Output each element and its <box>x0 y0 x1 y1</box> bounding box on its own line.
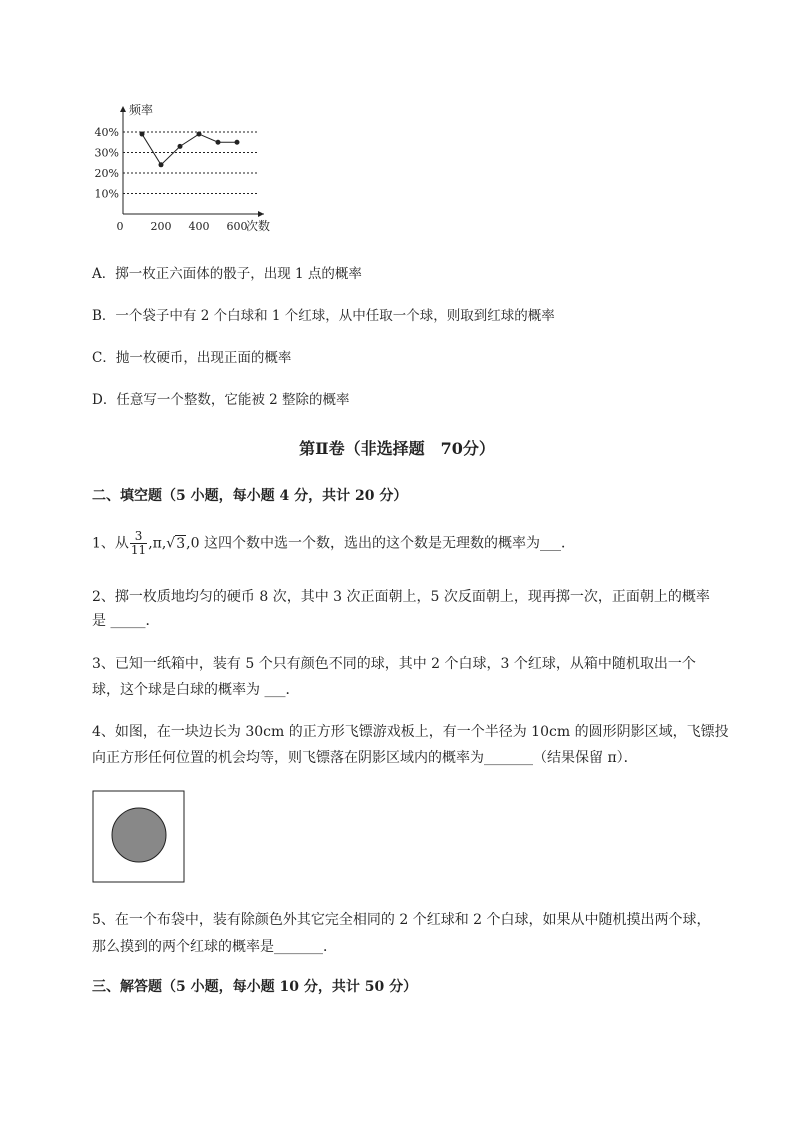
x-tick-label: 400 <box>188 220 210 233</box>
data-point <box>235 140 240 145</box>
x-tick-label: 200 <box>150 220 172 233</box>
data-point <box>140 132 145 137</box>
question-2-line2: 是 _____． <box>92 613 160 629</box>
question-1 <box>92 530 575 557</box>
fraction-numerator: 3 <box>130 530 147 544</box>
x-tick-label: 0 <box>116 220 124 233</box>
q1-mid: ,π,√ <box>148 535 176 552</box>
dartboard-figure <box>92 790 186 884</box>
x-tick-label: 600 <box>226 220 248 233</box>
question-4-line2: 向正方形任何位置的机会均等，则飞镖落在阴影区域内的概率为_______（结果保留 π）． <box>92 750 638 766</box>
data-point <box>178 144 183 149</box>
question-3-line1: 3、已知一纸箱中，装有 5 个只有颜色不同的球，其中 2 个白球，3 个红球，从箱中随机取出一个 <box>92 656 696 672</box>
option-a: A．掷一枚正六面体的骰子，出现 1 点的概率 <box>92 266 362 282</box>
question-4-line1: 4、如图，在一块边长为 30cm 的正方形飞镖游戏板上，有一个半径为 10cm 的圆形阴影区域，飞镖投 <box>92 724 729 740</box>
question-2-line1: 2、掷一枚质地均匀的硬币 8 次，其中 3 次正面朝上，5 次反面朝上，现再掷一次，正面朝上的概率 <box>92 589 710 605</box>
data-point <box>216 140 221 145</box>
data-point <box>197 132 202 137</box>
shaded-circle <box>112 808 166 862</box>
option-d: D．任意写一个整数，它能被 2 整除的概率 <box>92 392 350 408</box>
option-b: B．一个袋子中有 2 个白球和 1 个红球，从中任取一个球，则取到红球的概率 <box>92 308 555 324</box>
frequency-chart <box>88 100 298 240</box>
part2-title: 第Ⅱ卷（非选择题 70分） <box>299 439 495 458</box>
y-tick-label: 40% <box>94 126 119 139</box>
y-axis-arrow <box>120 106 126 112</box>
question-5-line2: 那么摸到的两个红球的概率是_______． <box>92 939 337 955</box>
y-tick-label: 20% <box>94 167 119 180</box>
section2-heading: 二、填空题（5 小题，每小题 4 分，共计 20 分） <box>92 488 408 504</box>
q1-prefix: 1、从 <box>92 535 129 552</box>
question-5-line1: 5、在一个布袋中，装有除颜色外其它完全相同的 2 个红球和 2 个白球，如果从中随机摸出两个球， <box>92 912 711 928</box>
x-axis-label: 次数 <box>246 219 271 233</box>
y-tick-label: 30% <box>94 146 119 160</box>
fraction-3-11 <box>130 530 147 557</box>
sqrt-argument: 3 <box>176 535 186 552</box>
x-axis-arrow <box>258 211 264 217</box>
question-3-line2: 球，这个球是白球的概率为 ___． <box>92 682 300 698</box>
series-line <box>142 134 237 165</box>
y-tick-label: 10% <box>94 187 119 201</box>
fraction-denominator: 11 <box>130 543 147 557</box>
data-point <box>159 162 164 167</box>
section3-heading: 三、解答题（5 小题，每小题 10 分，共计 50 分） <box>92 979 418 995</box>
y-axis-label: 频率 <box>129 103 154 117</box>
option-c: C．抛一枚硬币，出现正面的概率 <box>92 350 292 366</box>
q1-suffix: ,0 这四个数中选一个数，选出的这个数是无理数的概率为___． <box>186 535 575 552</box>
